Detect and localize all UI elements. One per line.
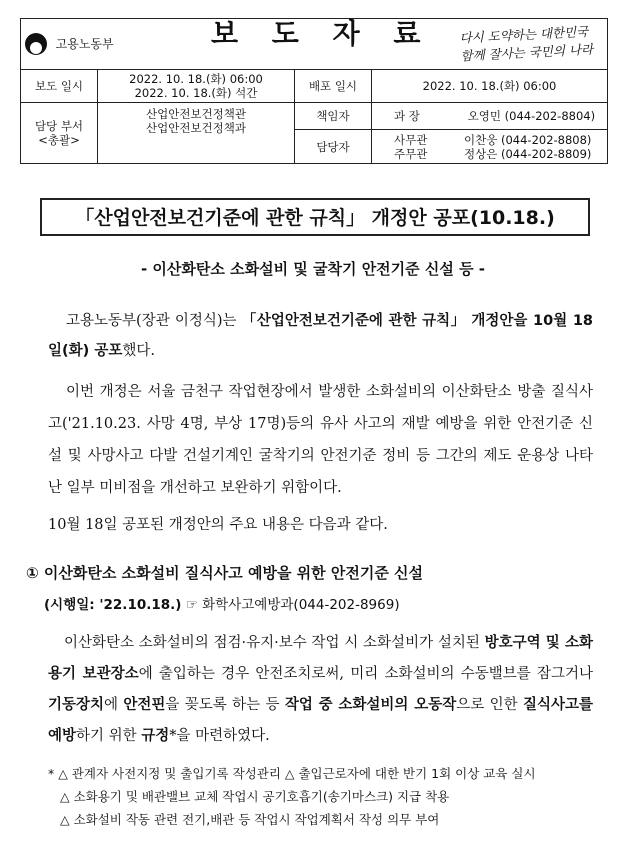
staff1-role: 사무관 <box>394 132 428 147</box>
dept1: 산업안전보건정책관 <box>146 107 246 121</box>
section-1-notes <box>48 762 536 831</box>
manager-label: 책임자 <box>295 103 372 130</box>
header-banner <box>21 19 608 70</box>
dept-label-cell <box>21 103 98 164</box>
manager-cell <box>372 103 608 130</box>
report-time-label: 보도 일시 <box>21 70 98 103</box>
press-release-title: 보 도 자 료 <box>211 17 433 50</box>
report-time-cell <box>98 70 295 103</box>
article-subtitle: - 이산화탄소 소화설비 및 굴착기 안전기준 신설 등 - <box>140 260 486 278</box>
body-text: 하기 위한 <box>76 728 142 744</box>
paragraph-3: 10월 18일 공포된 개정안의 주요 내용은 다음과 같다. <box>48 517 388 533</box>
emphasis-text: 안전핀 <box>123 697 166 713</box>
section-1-title: ① 이산화탄소 소화설비 질식사고 예방을 위한 안전기준 신설 <box>26 564 424 582</box>
paragraph-1-c: 했다. <box>122 343 155 359</box>
section-1-contact: ☞ 화학사고예방과(044-202-8969) <box>181 597 400 613</box>
staff-label: 담당자 <box>295 130 372 164</box>
report-time1: 2022. 10. 18.(화) 06:00 <box>129 72 263 86</box>
emphasis-text: 질식사고를 예방 <box>48 697 593 744</box>
note-line: △ 소화용기 및 배관밸브 교체 작업시 공기호흡기(송기마스크) 지급 착용 <box>60 789 450 804</box>
dept2: 산업안전보건정책과 <box>146 121 246 135</box>
staff-cell <box>372 130 608 164</box>
slogan-line1: 다시 도약하는 대한민국 <box>459 23 589 46</box>
staff2-contact: 정상은 (044-202-8809) <box>464 146 592 161</box>
section-1-subtitle <box>44 593 400 613</box>
section-1-effective-date: (시행일: '22.10.18.) <box>44 597 182 613</box>
emphasis-text: 기동장치 <box>48 697 105 713</box>
note-line: △ 소화설비 작동 관련 전기,배관 등 작업시 작업계획서 작성 의무 부여 <box>60 812 440 827</box>
slogan-line2: 함께 잘사는 국민의 나라 <box>460 41 594 64</box>
dept-label-2: <총괄> <box>38 133 80 147</box>
ministry-logo-icon <box>25 33 47 55</box>
paragraph-1 <box>48 306 593 366</box>
body-text: 이산화탄소 소화설비의 점검·유지·보수 작업 시 소화설비가 설치된 <box>64 635 485 651</box>
emphasis-text: 작업 중 소화설비의 오동작 <box>284 697 457 713</box>
body-text: 에 <box>104 697 124 713</box>
body-text: 으로 인한 <box>456 697 523 713</box>
body-text: 을 꽂도록 하는 등 <box>165 697 285 713</box>
body-text: 에 출입하는 경우 안전조치로써, 미리 소화설비의 수동밸브를 잠그거나 <box>138 666 594 682</box>
emphasis-text: 방호구역 및 소화용기 보관장소 <box>48 635 593 682</box>
staff1-contact: 이찬웅 (044-202-8808) <box>464 132 592 147</box>
article-title: 「산업안전보건기준에 관한 규칙」 개정안 공포(10.18.) <box>40 198 590 236</box>
section-1-body <box>48 628 593 752</box>
manager-role: 과 장 <box>394 109 420 123</box>
body-text: *을 마련하였다. <box>169 728 270 744</box>
staff2-role: 주무관 <box>394 146 428 161</box>
ministry-name: 고용노동부 <box>55 37 114 51</box>
paragraph-2: 이번 개정은 서울 금천구 작업현장에서 발생한 소화설비의 이산화탄소 방출 질식사고('21.10.23. 사망 4명, 부상 17명)등의 유사 사고의 재발 예방을 위한 안전기준 신설 및 사망사고 다발 건설기계인 굴착기의 안전기준 정비 등 그간의 제도 운용상 나타난 일부 미비점을 개선하고 보완하기 위함이다. <box>48 384 593 496</box>
release-time-label: 배포 일시 <box>295 70 372 103</box>
manager-contact: 오영민 (044-202-8804) <box>467 109 596 123</box>
emphasis-text: 규정 <box>141 728 170 744</box>
paragraph-1-bold: 「산업안전보건기준에 관한 규칙」 개정안을 10월 18일(화) 공포 <box>48 313 593 359</box>
release-time: 2022. 10. 18.(화) 06:00 <box>372 70 608 103</box>
dept-cell <box>98 103 295 164</box>
paragraph-1-a: 고용노동부(장관 이정식)는 <box>66 313 242 329</box>
press-header-table <box>20 18 608 164</box>
government-slogan <box>459 23 593 66</box>
dept-label: 담당 부서 <box>34 119 84 133</box>
note-line: * △ 관계자 사전지정 및 출입기록 작성관리 △ 출입근로자에 대한 반기 1회 이상 교육 실시 <box>48 766 536 781</box>
report-time2: 2022. 10. 18.(화) 석간 <box>134 86 258 100</box>
